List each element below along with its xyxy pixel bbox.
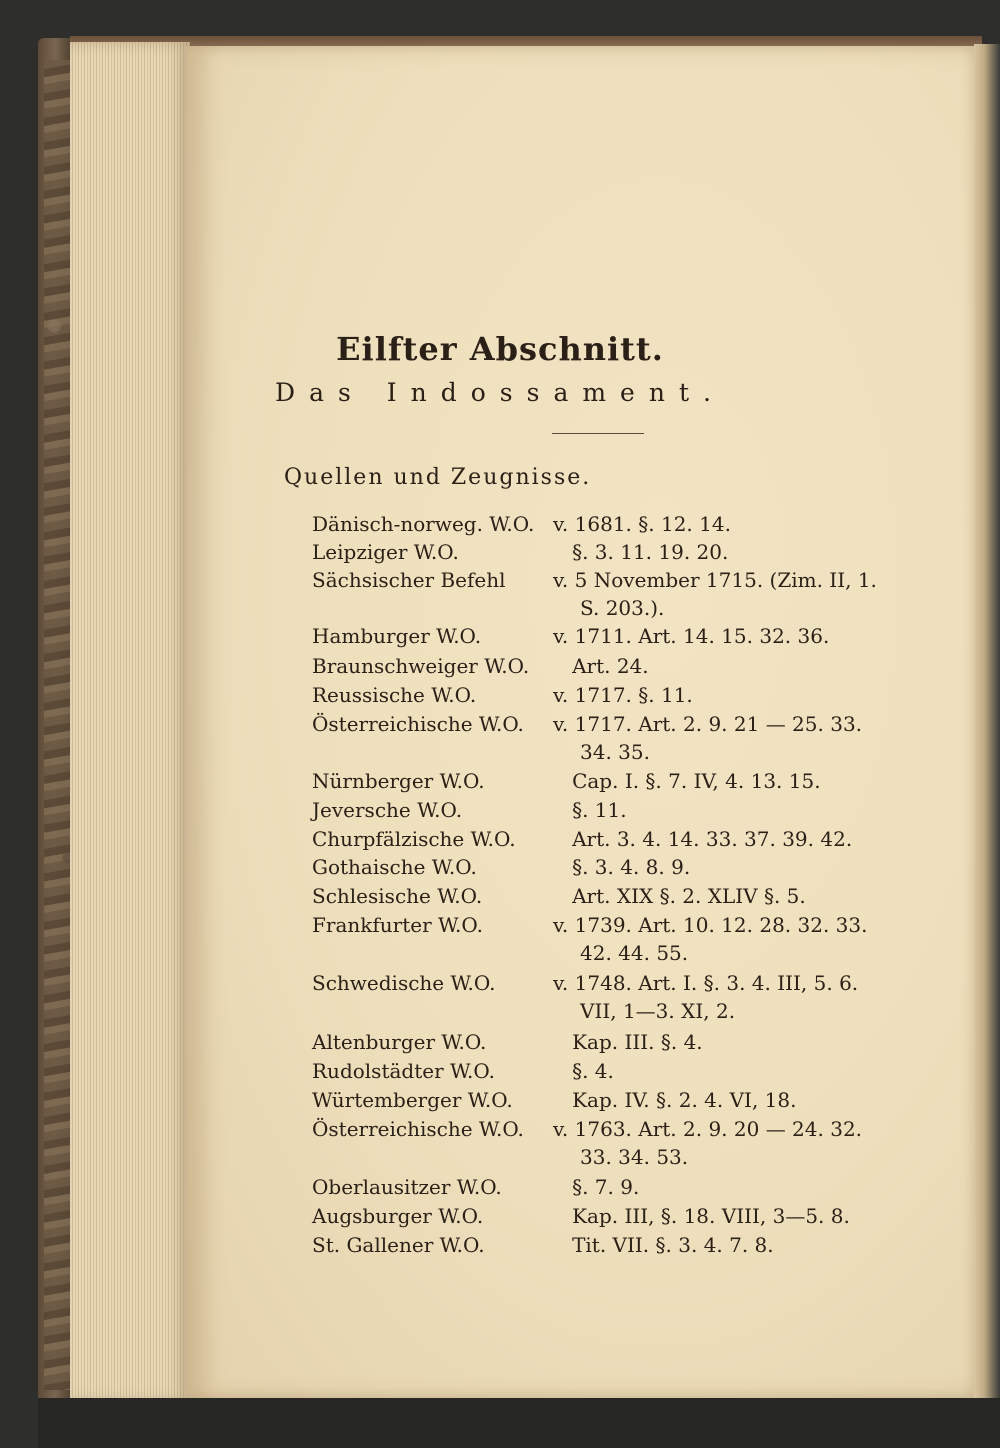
bottom-shadow [38, 1398, 1000, 1448]
list-item [0, 769, 1000, 798]
chapter-subtitle: Das Indossament. [275, 378, 725, 407]
source-name: Hamburger W.O. [312, 624, 482, 648]
source-reference: §. 3. 4. 8. 9. [553, 855, 691, 879]
divider-rule [552, 433, 644, 434]
source-name: Jeversche W.O. [312, 798, 463, 822]
list-item [0, 568, 1000, 620]
source-reference: §. 7. 9. [553, 1175, 640, 1199]
source-name: Churpfälzische W.O. [312, 827, 516, 851]
section-title: Quellen und Zeugnisse. [284, 465, 592, 490]
list-item [0, 1117, 1000, 1169]
source-name: Frankfurter W.O. [312, 913, 483, 937]
source-reference: Tit. VII. §. 3. 4. 7. 8. [553, 1233, 774, 1257]
list-item [0, 512, 1000, 541]
source-reference: Art. 24. [553, 654, 649, 678]
source-reference: Art. 3. 4. 14. 33. 37. 39. 42. [553, 827, 853, 851]
list-item [0, 540, 1000, 569]
source-reference: v. 1748. Art. I. §. 3. 4. III, 5. 6. [553, 971, 859, 995]
list-item [0, 798, 1000, 827]
list-item [0, 1204, 1000, 1233]
list-item [0, 971, 1000, 1023]
source-reference-continued: 42. 44. 55. [580, 941, 689, 965]
list-item [0, 855, 1000, 884]
source-reference: Art. XIX §. 2. XLIV §. 5. [553, 884, 806, 908]
list-item [0, 683, 1000, 712]
source-name: Schwedische W.O. [312, 971, 496, 995]
source-reference: Kap. III, §. 18. VIII, 3—5. 8. [553, 1204, 850, 1228]
source-name: Dänisch-norweg. W.O. [312, 512, 535, 536]
source-reference: §. 3. 11. 19. 20. [553, 540, 729, 564]
source-reference: §. 4. [553, 1059, 614, 1083]
source-reference: Kap. III. §. 4. [553, 1030, 703, 1054]
source-reference: v. 1681. §. 12. 14. [553, 512, 731, 536]
list-item [0, 913, 1000, 965]
source-reference-continued: 33. 34. 53. [580, 1145, 689, 1169]
source-name: Österreichische W.O. [312, 712, 524, 736]
source-reference: v. 1717. §. 11. [553, 683, 693, 707]
source-reference: Cap. I. §. 7. IV, 4. 13. 15. [553, 769, 821, 793]
source-name: Nürnberger W.O. [312, 769, 485, 793]
list-item [0, 1233, 1000, 1262]
source-reference-continued: VII, 1—3. XI, 2. [580, 999, 736, 1023]
source-name: Schlesische W.O. [312, 884, 483, 908]
list-item [0, 712, 1000, 764]
chapter-title: Eilfter Abschnitt. [336, 330, 664, 368]
source-reference: §. 11. [553, 798, 627, 822]
source-name: Sächsischer Befehl [312, 568, 506, 592]
source-name: Gothaische W.O. [312, 855, 477, 879]
list-item [0, 827, 1000, 856]
source-name: Reussische W.O. [312, 683, 477, 707]
source-name: Augsburger W.O. [312, 1204, 484, 1228]
source-reference-continued: S. 203.). [580, 596, 665, 620]
source-name: Leipziger W.O. [312, 540, 459, 564]
list-item [0, 1059, 1000, 1088]
source-reference: Kap. IV. §. 2. 4. VI, 18. [553, 1088, 797, 1112]
list-item [0, 1175, 1000, 1204]
source-reference: v. 1763. Art. 2. 9. 20 — 24. 32. [553, 1117, 863, 1141]
list-item [0, 884, 1000, 913]
source-name: St. Gallener W.O. [312, 1233, 485, 1257]
source-name: Altenburger W.O. [312, 1030, 487, 1054]
list-item [0, 624, 1000, 653]
list-item [0, 1088, 1000, 1117]
list-item [0, 654, 1000, 683]
source-name: Würtemberger W.O. [312, 1088, 513, 1112]
source-name: Rudolstädter W.O. [312, 1059, 495, 1083]
source-name: Braunschweiger W.O. [312, 654, 530, 678]
source-name: Österreichische W.O. [312, 1117, 524, 1141]
source-reference-continued: 34. 35. [580, 740, 650, 764]
source-reference: v. 1739. Art. 10. 12. 28. 32. 33. [553, 913, 868, 937]
source-reference: v. 1711. Art. 14. 15. 32. 36. [553, 624, 830, 648]
source-name: Oberlausitzer W.O. [312, 1175, 502, 1199]
source-reference: v. 1717. Art. 2. 9. 21 — 25. 33. [553, 712, 863, 736]
list-item [0, 1030, 1000, 1059]
source-reference: v. 5 November 1715. (Zim. II, 1. [553, 568, 877, 592]
